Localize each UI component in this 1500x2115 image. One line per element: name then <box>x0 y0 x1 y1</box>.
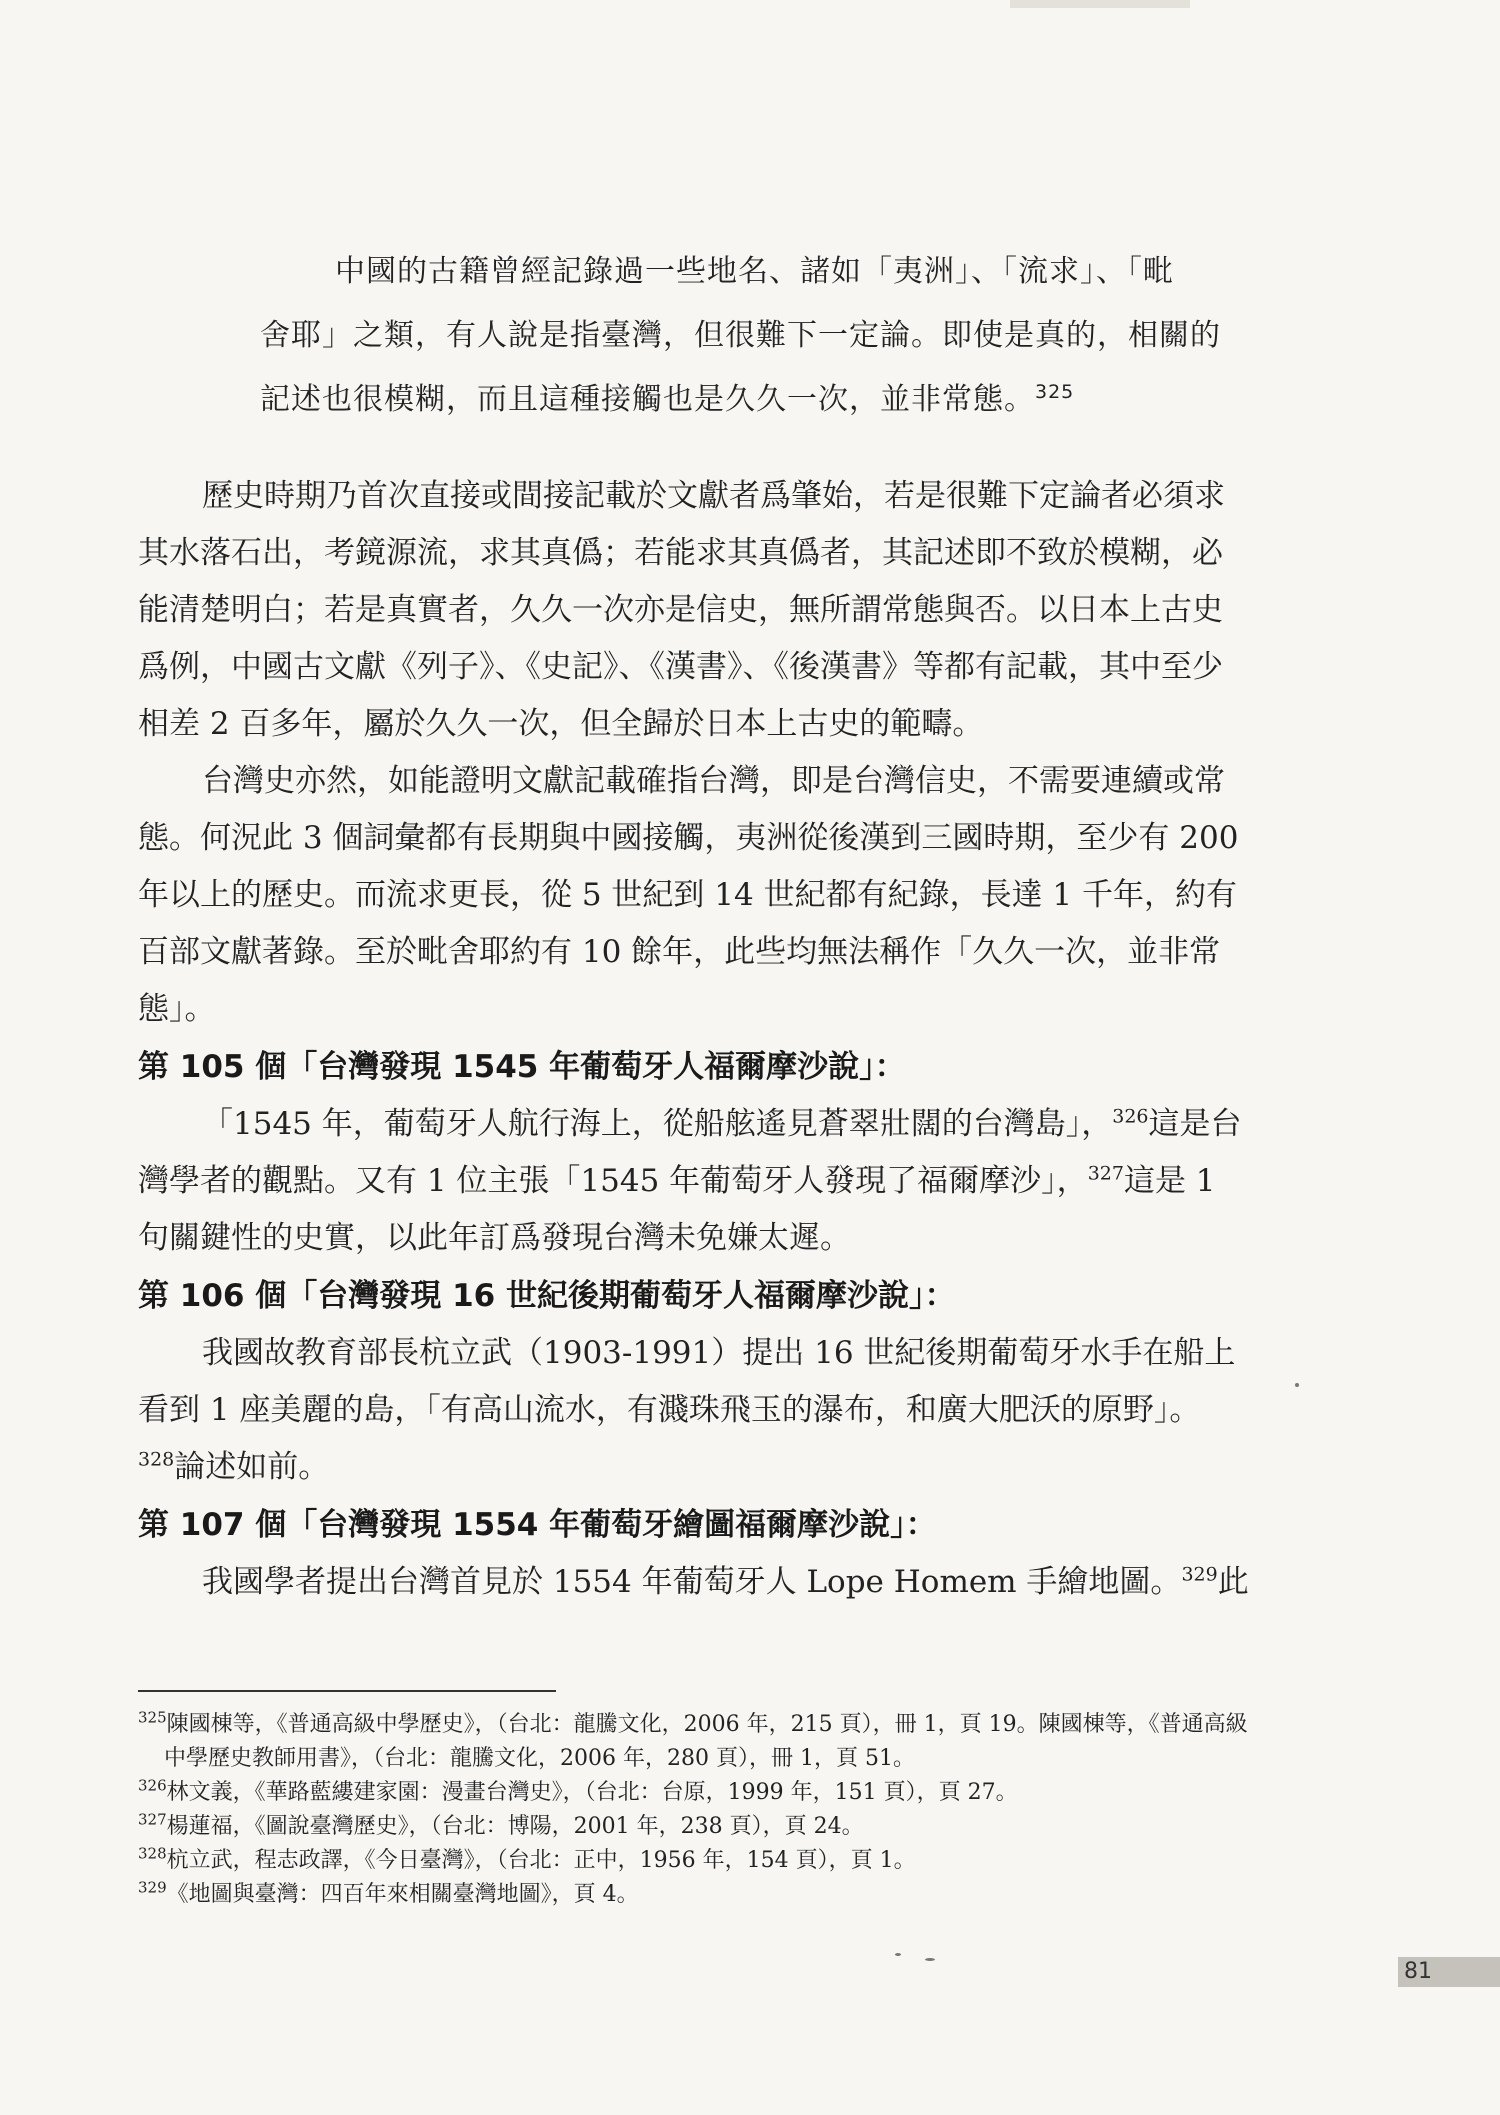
footnote-328: $^{328}$杭立武，程志政譯，《今日臺灣》，（台北：正中，1956 年，154 頁），頁 1。 <box>138 1844 916 1873</box>
scan-speck <box>925 1958 935 1961</box>
footnote-divider <box>138 1690 556 1692</box>
quote-line-2: 舍耶」之類，有人說是指臺灣，但很難下一定論。即使是真的，相關的 <box>260 318 1221 353</box>
body-text <box>138 468 1250 1611</box>
paragraph-2: 台灣史亦然，如能證明文獻記載確指台灣，即是台灣信史，不需要連續或常態。何況此 3 個詞彙都有長期與中國接觸，夷洲從後漢到三國時期，至少有 200 年以上的歷史。而流求更長，從 5 世紀到 14 世紀都有紀錄，長達 1 千年，約有百部文獻著錄。至於毗舍耶約有 10 餘年，此些均無法稱作「久久一次，並非常態」。 <box>138 763 1239 1027</box>
block-quote <box>260 240 1260 432</box>
page-edge-shadow <box>1010 0 1190 8</box>
footnotes <box>138 1708 1253 1912</box>
paragraph-4-continued: $^{328}$論述如前。 <box>138 1448 330 1485</box>
quote-line-1: 中國的古籍曾經記錄過一些地名、諸如「夷洲」、「流求」、「毗 <box>335 254 1174 289</box>
footnote-326: $^{326}$林文義，《華路藍縷建家園：漫畫台灣史》，（台北：台原，1999 年，151 頁），頁 27。 <box>138 1776 1018 1805</box>
quote-line-3: 記述也很模糊，而且這種接觸也是久久一次，並非常態。$^{325}$ <box>260 381 1075 417</box>
paragraph-4: 我國故教育部長杭立武（1903-1991）提出 16 世紀後期葡萄牙水手在船上看到 1 座美麗的島，「有高山流水，有濺珠飛玉的瀑布，和廣大肥沃的原野」。 <box>138 1335 1236 1428</box>
footnote-ref-329: 329 <box>1181 1563 1218 1586</box>
paragraph-1: 歷史時期乃首次直接或間接記載於文獻者爲肇始，若是很難下定論者必須求其水落石出，考鏡源流，求其真僞；若能求其真僞者，其記述即不致於模糊，必能清楚明白；若是真實者，久久一次亦是信史，無所謂常態與否。以日本上古史爲例，中國古文獻《列子》、《史記》、《漢書》、《後漢書》等都有記載，其中至少相差 2 百多年，屬於久久一次，但全歸於日本上古史的範疇。 <box>138 478 1225 742</box>
footnote-327: $^{327}$楊蓮福，《圖說臺灣歷史》，（台北：博陽，2001 年，238 頁），頁 24。 <box>138 1810 864 1839</box>
paragraph-3: 「1545 年，葡萄牙人航行海上，從船舷遙見蒼翠壯闊的台灣島」，$^{326}$這是台灣學者的觀點。又有 1 位主張「1545 年葡萄牙人發現了福爾摩沙」，$^{327}$這是 1 句關鍵性的史實，以此年訂爲發現台灣未免嫌太遲。 <box>138 1105 1242 1256</box>
scan-speck <box>895 1953 901 1956</box>
footnote-ref-327: 327 <box>1087 1162 1124 1185</box>
footnote-ref-325: 325 <box>1035 381 1075 403</box>
footnote-325: $^{325}$陳國棟等，《普通高級中學歷史》，（台北：龍騰文化，2006 年，215 頁），冊 1，頁 19。陳國棟等，《普通高級中學歷史教師用書》，（台北：龍騰文化，2006 年，280 頁），冊 1，頁 51。 <box>138 1708 1248 1771</box>
section-heading-107: 第 107 個「台灣發現 1554 年葡萄牙繪圖福爾摩沙說」： <box>138 1507 937 1543</box>
footnote-ref-326: 326 <box>1112 1105 1149 1128</box>
paragraph-5: 我國學者提出台灣首見於 1554 年葡萄牙人 Lope Homem 手繪地圖。$^{329}$此 <box>202 1563 1249 1600</box>
page-number: 81 <box>1398 1957 1500 1987</box>
section-heading-106: 第 106 個「台灣發現 16 世紀後期葡萄牙人福爾摩沙說」： <box>138 1278 956 1314</box>
section-heading-105: 第 105 個「台灣發現 1545 年葡萄牙人福爾摩沙說」： <box>138 1049 906 1085</box>
scan-speck <box>1295 1383 1299 1387</box>
footnote-ref-328: 328 <box>138 1448 175 1471</box>
footnote-329: $^{329}$《地圖與臺灣：四百年來相關臺灣地圖》，頁 4。 <box>138 1878 639 1907</box>
